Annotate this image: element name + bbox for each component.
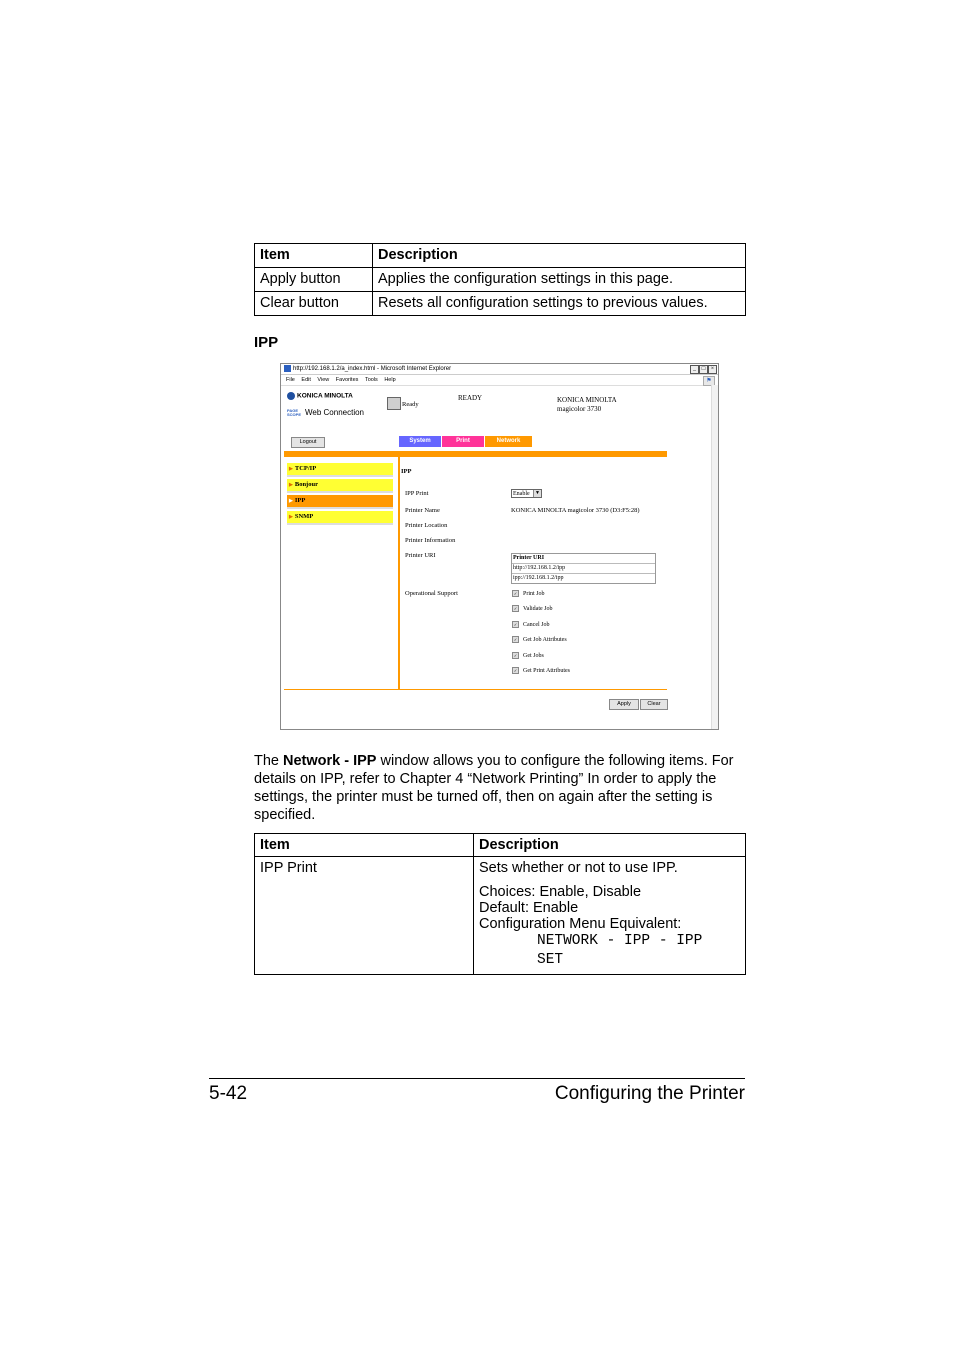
op-validate-job[interactable] [512, 605, 553, 612]
paragraph-lead: The [254, 753, 284, 769]
menu-favorites[interactable]: Favorites [335, 377, 359, 383]
printer-name-value: KONICA MINOLTA magicolor 3730 (D3:F5:28) [511, 507, 640, 514]
table-row [255, 857, 746, 975]
tab-print[interactable]: Print [442, 436, 484, 447]
menu-tools[interactable]: Tools [364, 377, 378, 383]
op-label: Validate Job [523, 605, 553, 612]
menu-file[interactable]: File [286, 377, 295, 383]
op-label: Print Job [523, 590, 545, 597]
printer-location-label: Printer Location [405, 522, 448, 529]
brand-text: KONICA MINOLTA [297, 392, 353, 400]
ready-label: Ready [402, 401, 419, 408]
printer-name-label: Printer Name [405, 507, 440, 514]
menu-bar [281, 375, 718, 386]
op-get-jobs[interactable] [512, 652, 544, 659]
uri-ipp: ipp://192.168.1.2/ipp [513, 575, 564, 581]
konica-globe-icon [287, 392, 295, 400]
ipp-print-value: Enable [513, 491, 530, 497]
sidebar-item-tcpip[interactable] [287, 463, 393, 477]
table-cell: Applies the configuration settings in this page. [373, 268, 746, 292]
table-header-description: Description [373, 244, 746, 268]
table-cell: IPP Print [255, 857, 474, 975]
vertical-scrollbar[interactable] [711, 385, 718, 730]
menu-equivalent-line: Configuration Menu Equivalent: [479, 916, 682, 932]
maximize-icon[interactable]: □ [699, 365, 708, 374]
paragraph-bold: Network - IPP [283, 753, 377, 769]
ie-icon [284, 365, 291, 372]
logout-button[interactable]: Logout [291, 437, 325, 448]
op-cancel-job[interactable] [512, 621, 550, 628]
paragraph-rest: window allows you to configure the following items. For details on IPP, refer to Chapter 4 “Network Printing” In order to apply the settings, the printer must be turned off, then on again after the setting is specified. [254, 753, 734, 823]
menu-path: SET [537, 952, 564, 968]
table-header-item: Item [255, 834, 474, 857]
windows-flag-icon: ⚑ [703, 376, 715, 386]
menu-view[interactable]: View [317, 377, 330, 383]
checkbox-checked-icon: ✓ [513, 637, 518, 642]
sidebar-item-label: SNMP [294, 513, 314, 520]
body-paragraph [254, 752, 746, 824]
sidebar-item-label: TCP/IP [294, 465, 317, 472]
printer-information-label: Printer Information [405, 537, 456, 544]
ipp-print-label: IPP Print [405, 490, 429, 497]
printer-icon [387, 397, 401, 410]
sidebar-item-bonjour[interactable] [287, 479, 393, 493]
table-cell: Clear button [255, 292, 373, 316]
desc-line: Sets whether or not to use IPP. [479, 860, 678, 876]
op-get-job-attributes[interactable] [512, 636, 567, 643]
menu-help[interactable]: Help [384, 377, 396, 383]
sidebar-item-ipp[interactable] [287, 495, 393, 509]
operational-support-label: Operational Support [405, 590, 458, 597]
tab-system[interactable]: System [399, 436, 441, 447]
table-cell [474, 857, 746, 975]
op-label: Get Job Attributes [523, 636, 567, 643]
sidebar-item-snmp[interactable] [287, 511, 393, 525]
minimize-icon[interactable]: _ [690, 365, 699, 374]
arrow-right-icon: ▶ [289, 467, 293, 472]
browser-title-bar [281, 364, 718, 375]
op-print-job[interactable] [512, 590, 545, 597]
model-name: magicolor 3730 [557, 405, 602, 413]
pagescope-mark: PAGE SCOPE [287, 407, 302, 417]
ipp-settings-table [254, 833, 746, 975]
op-label: Get Jobs [523, 652, 544, 659]
footer-divider [284, 689, 667, 690]
checkbox-checked-icon: ✓ [513, 668, 518, 673]
header-divider [284, 451, 667, 457]
tab-network[interactable]: Network [485, 436, 532, 447]
footer-rule [209, 1078, 745, 1079]
checkbox-checked-icon: ✓ [513, 606, 518, 611]
content-title: IPP [401, 468, 412, 475]
printer-uri-label: Printer URI [405, 552, 436, 559]
sidebar-item-label: Bonjour [294, 481, 318, 488]
choices-line: Choices: Enable, Disable [479, 884, 642, 900]
printer-status: READY [458, 394, 483, 402]
checkbox-checked-icon: ✓ [513, 653, 518, 658]
chapter-title: Configuring the Printer [554, 1083, 745, 1104]
web-connection-logo [287, 408, 364, 417]
arrow-right-icon: ▶ [289, 483, 293, 488]
op-label: Get Print Attributes [523, 667, 570, 674]
arrow-right-icon: ▶ [289, 499, 293, 504]
section-heading: IPP [254, 334, 279, 351]
printer-uri-table [511, 553, 656, 584]
arrow-right-icon: ▶ [289, 515, 293, 520]
clear-button[interactable]: Clear [640, 699, 668, 710]
model-maker: KONICA MINOLTA [557, 396, 617, 404]
konica-minolta-logo [287, 392, 353, 400]
op-label: Cancel Job [523, 621, 550, 628]
table-cell: Resets all configuration settings to previous values. [373, 292, 746, 316]
uri-http: http://192.168.1.2/ipp [512, 564, 655, 574]
op-get-print-attributes[interactable] [512, 667, 570, 674]
chevron-down-icon: ▼ [533, 490, 541, 497]
default-line: Default: Enable [479, 900, 579, 916]
web-connection-text: Web Connection [305, 408, 364, 417]
page-number: 5-42 [209, 1083, 248, 1104]
table-header-item: Item [255, 244, 373, 268]
apply-button[interactable]: Apply [609, 699, 639, 710]
menu-edit[interactable]: Edit [301, 377, 311, 383]
checkbox-checked-icon: ✓ [513, 622, 518, 627]
table-row [255, 292, 746, 316]
menu-path: NETWORK - IPP - IPP [537, 933, 703, 949]
sidebar-item-label: IPP [294, 497, 306, 504]
sidebar-divider [398, 456, 400, 689]
table-row [255, 268, 746, 292]
table-cell: Apply button [255, 268, 373, 292]
uri-header: Printer URI [512, 554, 655, 564]
checkbox-checked-icon: ✓ [513, 591, 518, 596]
window-title: http://192.168.1.2/a_index.html - Microsoft Internet Explorer [293, 366, 452, 372]
browser-screenshot [280, 363, 719, 730]
close-icon[interactable]: × [708, 365, 717, 374]
ipp-print-select[interactable] [511, 489, 542, 498]
table-header-description: Description [474, 834, 746, 857]
buttons-table [254, 243, 746, 316]
